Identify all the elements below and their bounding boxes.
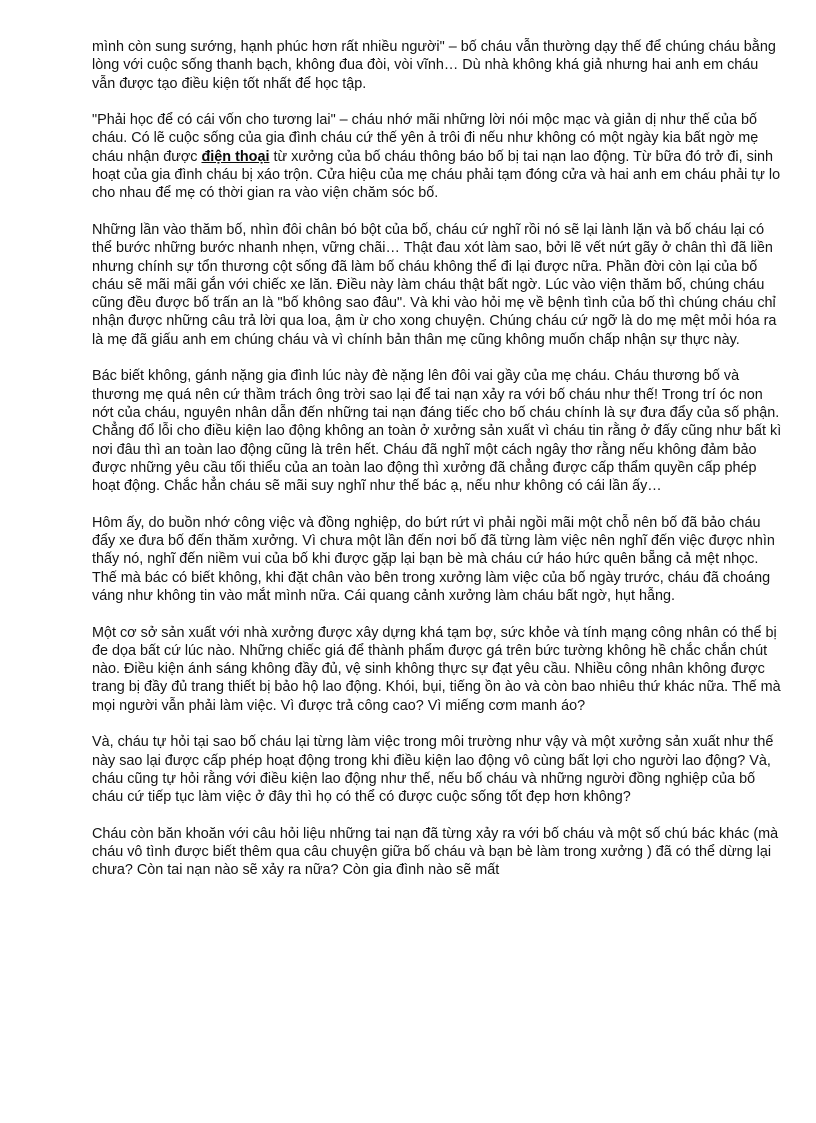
phone-link[interactable]: điện thoại [201,148,270,165]
paragraph-2-end: từ xưởng của bố cháu thông báo bố bị tai nạn lao động. Từ bữa đó trở đi, sinh hoạt của gia đình cháu bị xáo trộn. Cửa hiệu của mẹ cháu phải tạm đóng cửa và hai anh em cháu phải tự lo cho nhau để mẹ có thời gian ra vào viện chăm sóc bố. [92,148,781,202]
paragraph-6: Một cơ sở sản xuất với nhà xưởng được xây dựng khá tạm bợ, sức khỏe và tính mạng công nhân có thể bị đe dọa bất cứ lúc nào. Những chiếc giá để thành phẩm được gá trên bức tường không hề chắc chắn chút nào. Điều kiện ánh sáng không đầy đủ, vệ sinh không thực sự đạt yêu cầu. Nhiều công nhân không được trang bị đầy đủ trang thiết bị bảo hộ lao động. Khói, bụi, tiếng ồn ào và còn bao nhiêu thứ khác nữa. Thế mà mọi người vẫn phải làm việc. Vì được trả công cao? Vì miếng cơm manh áo? [92,624,781,714]
paragraph-4: Bác biết không, gánh nặng gia đình lúc này đè nặng lên đôi vai gầy của mẹ cháu. Cháu thương bố và thương mẹ quá nên cứ thầm trách ông trời sao lại để tai nạn xảy ra với bố cháu như thế! Trong trí óc non nớt của cháu, nguyên nhân dẫn đến những tai nạn đáng tiếc cho bố cháu chính là sự đưa đẩy của số phận. Chẳng đổ lỗi cho điều kiện lao động không an toàn ở xưởng sản xuất vì cháu tin rằng ở đấy cũng như bất kì nơi đâu thì an toàn lao động cũng là trên hết. Cháu đã nghĩ một cách ngây thơ rằng nếu không đảm bảo được những yêu cầu tối thiểu của an toàn lao động thì xưởng đã chẳng được cấp thẩm quyền cấp phép hoạt động. Chắc hẳn cháu sẽ mãi suy nghĩ như thế bác ạ, nếu như không có cái lần ấy… [92,368,782,495]
paragraph-2 [92,111,782,202]
paragraph-5: Hôm ấy, do buồn nhớ công việc và đồng nghiệp, do bứt rứt vì phải ngồi mãi một chỗ nên bố đã bảo cháu đẩy xe đưa bố đến thăm xưởng. Vì chưa một lần đến nơi bố đã từng làm việc nên nghĩ đến việc được nhìn thấy nó, nghĩ đến niềm vui của bố khi được gặp lại bạn bè mà cháu cứ háo hức quên bẵng cả mệt nhọc. Thế mà bác có biết không, khi đặt chân vào bên trong xưởng làm việc của bố ngày trước, cháu đã choáng váng như không tin vào mắt mình nữa. Cái quang cảnh xưởng làm cháu bất ngờ, hụt hẫng. [92,514,775,604]
paragraph-2-start: "Phải học để có cái vốn cho tương lai" – cháu nhớ mãi những lời nói mộc mạc và giản dị như thế của bố cháu. Có lẽ cuộc sống của gia đình cháu cứ thế yên ả trôi đi nếu như không có một ngày kia bất ngờ mẹ cháu nhận được [92,112,759,165]
paragraph-7: Và, cháu tự hỏi tại sao bố cháu lại từng làm việc trong môi trường như vậy và một xưởng sản xuất như thế này sao lại được cấp phép hoạt động trong khi điều kiện lao động vô cùng bất lợi cho người lao động? Và, cháu cũng tự hỏi rằng với điều kiện lao động như thế, nếu bố cháu và những người đồng nghiệp của bố cháu cứ tiếp tục làm việc ở đây thì họ có thể có được cuộc sống tốt đẹp hơn không? [92,734,774,806]
document-page [92,38,782,898]
paragraph-8: Cháu còn băn khoăn với câu hỏi liệu những tai nạn đã từng xảy ra với bố cháu và một số chú bác khác (mà cháu vô tình được biết thêm qua câu chuyện giữa bố cháu và bạn bè làm trong xưởng ) đã có thể dừng lại chưa? Còn tai nạn nào sẽ xảy ra nữa? Còn gia đình nào sẽ mất [92,825,779,879]
paragraph-3: Những lần vào thăm bố, nhìn đôi chân bó bột của bố, cháu cứ nghĩ rồi nó sẽ lại lành lặn và bố cháu lại có thể bước những bước nhanh nhẹn, vững chãi… Thật đau xót làm sao, bởi lẽ vết nứt gãy ở chân thì đã liền nhưng chính sự tổn thương cột sống đã làm bố cháu không thể đi lại được nữa. Phần đời còn lại của bố cháu sẽ mãi mãi gắn với chiếc xe lăn. Điều này làm cháu thật bất ngờ. Lúc vào viện thăm bố, chúng cháu cũng đều được bố trấn an là "bố không sao đâu". Và khi vào hỏi mẹ về bệnh tình của bố thì chúng cháu chỉ nhận được những câu trả lời qua loa, ậm ừ cho xong chuyện. Chúng cháu cứ ngỡ là do mẹ mệt mỏi hóa ra là mẹ đã giấu anh em chúng cháu và vì chính bản thân mẹ cũng không muốn chấp nhận sự thực này. [92,221,777,348]
paragraph-1: mình còn sung sướng, hạnh phúc hơn rất nhiều người" – bố cháu vẫn thường dạy thế để chúng cháu bằng lòng với cuộc sống thanh bạch, không đua đòi, vòi vĩnh… Dù nhà không khá giả nhưng hai anh em cháu vẫn được tạo điều kiện tốt nhất để học tập. [92,39,776,92]
